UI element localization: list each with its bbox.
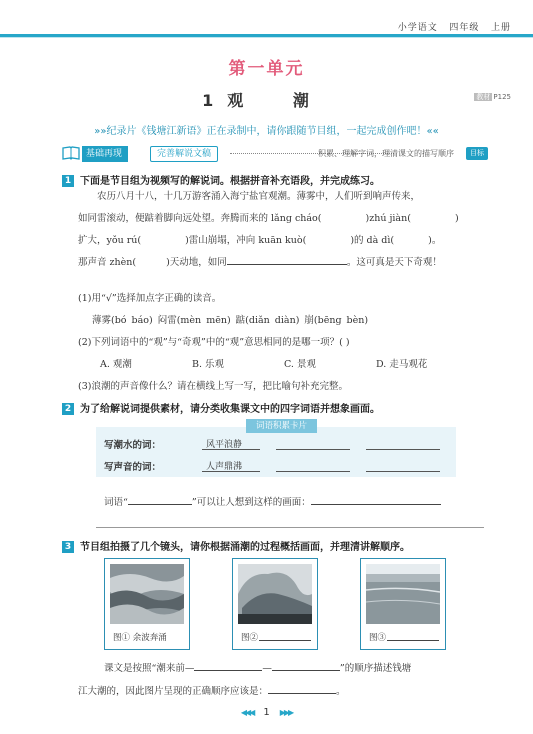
answer-line[interactable]: [272, 660, 340, 671]
word-line: [202, 471, 260, 472]
answer-line-full[interactable]: [96, 527, 484, 528]
page-footer: [0, 707, 533, 718]
q1-sub3: (3)浪潮的声音像什么？请在横线上写一写，把比喻句补充完整。: [78, 381, 348, 392]
textbook-page-ref: [474, 92, 511, 102]
q3-order-line-2: 江大潮的，因此图片呈现的正确顺序应该是： 。: [78, 683, 346, 697]
section-title: 基础再现: [82, 146, 128, 162]
passage-line: 农历八月十八，十几万游客涌入海宁盐官观潮。薄雾中，人们听到响声传来，: [97, 191, 421, 202]
q1-sub2: (2)下列词语中的“观”与“奇观”中的“观”意思相同的是哪一项？( ): [78, 337, 350, 348]
photo-frame-1: [104, 558, 190, 650]
passage-line: 扩大，yǒu rú( )雷山崩塌，冲向 kuān kuò( )的 dà dì( )。: [78, 235, 442, 246]
word-line: [202, 449, 260, 450]
passage-line: 那声音 zhèn( )天动地，如同 。这可真是天下奇观！: [78, 252, 498, 274]
card-row-sound: [104, 459, 161, 473]
caption-line[interactable]: [387, 640, 439, 641]
q1-sub1: (1)用“√”选择加点字正确的读音。: [78, 293, 222, 304]
answer-line[interactable]: [311, 494, 441, 505]
card-title: 词语积累卡片: [246, 419, 317, 433]
section-subtitle: 完善解说文稿: [150, 146, 218, 162]
question-prompt: 下面是节目组为视频写的解说词。根据拼音补充语段，并完成练习。: [80, 176, 380, 187]
q1-passage: [78, 186, 498, 274]
answer-line[interactable]: [128, 494, 192, 505]
photo-caption-2: 图②: [241, 633, 259, 643]
section-bar: [58, 144, 494, 164]
photo-frame-2: [232, 558, 318, 650]
q3-order-line-1: 课文是按照“潮来前— — ”的顺序描述钱塘: [104, 660, 411, 674]
tide-photo-2: [238, 564, 312, 624]
question-1-heading: [62, 172, 380, 187]
grade-label: 四年级: [449, 23, 480, 33]
intro-banner: »»纪录片《钱塘江新语》正在录制中，请你跟随节目组，一起完成创作吧！««: [94, 126, 439, 137]
textbook-page: P125: [493, 93, 511, 101]
goal-badge: 目标: [466, 147, 488, 160]
lesson-title: [0, 88, 533, 111]
header-stripe-light: [0, 37, 533, 38]
example-word: 风平浪静: [206, 440, 243, 450]
question-prompt: 为了给解说词提供素材，请分类收集课文中的四字词语并想象画面。: [80, 404, 380, 415]
textbook-tag: 教材: [476, 93, 491, 101]
option-a[interactable]: A. 观潮: [100, 359, 132, 370]
tide-photo-1: [110, 564, 184, 624]
question-3-heading: [62, 538, 410, 553]
subject-label: 小学语文: [397, 23, 438, 33]
row-label: 写声音的词：: [104, 462, 162, 473]
q1-sub1-items[interactable]: 薄雾(bó báo) 闷雷(mèn mēn) 踮(diǎn diàn) 崩(bēng bèn): [92, 315, 369, 326]
unit-title: 第一单元: [228, 59, 305, 79]
section-goal: 积累、理解字词，理清课文的描写顺序: [318, 149, 454, 158]
book-info: [398, 20, 511, 33]
option-b[interactable]: B. 乐观: [192, 359, 225, 370]
q2-phrase: 词语“ ”可以让人想到这样的画面：: [104, 494, 441, 508]
next-arrow-icon: ▶▶▶: [279, 708, 293, 717]
question-number: 1: [62, 175, 74, 187]
answer-line[interactable]: [194, 660, 262, 671]
option-c[interactable]: C. 景观: [284, 359, 316, 370]
question-number: 3: [62, 541, 74, 553]
row-label: 写潮水的词：: [104, 440, 162, 451]
word-card: [96, 421, 456, 477]
word-line[interactable]: [276, 449, 350, 450]
photo-caption-3: 图③: [369, 633, 387, 643]
answer-line[interactable]: [268, 683, 336, 694]
card-row-tide: [104, 437, 161, 451]
passage-line: 如同雷滚动，便踮着脚向远处望。奔腾而来的 lǎng cháo( )zhú jiàn( ): [78, 213, 459, 224]
answer-line[interactable]: [227, 254, 347, 265]
prev-arrow-icon: ◀◀◀: [240, 708, 254, 717]
lesson-name: 观 潮: [227, 91, 331, 110]
example-word: 人声鼎沸: [206, 462, 243, 472]
question-prompt: 节目组拍摄了几个镜头，请你根据涌潮的过程概括画面，并理清讲解顺序。: [80, 542, 410, 553]
book-icon: [62, 145, 80, 161]
question-number: 2: [62, 403, 74, 415]
word-line[interactable]: [366, 449, 440, 450]
photo-caption-1: 图① 余波奔涌: [113, 633, 167, 643]
volume-label: 上册: [490, 23, 511, 33]
q1-options: [100, 356, 468, 370]
word-line[interactable]: [366, 471, 440, 472]
word-line[interactable]: [276, 471, 350, 472]
question-2-heading: [62, 400, 380, 415]
lesson-number: 1: [202, 91, 214, 110]
option-d[interactable]: D. 走马观花: [376, 359, 428, 370]
tide-photo-3: [366, 564, 440, 624]
caption-line[interactable]: [259, 640, 311, 641]
photo-frame-3: [360, 558, 446, 650]
page-number: 1: [263, 707, 270, 718]
